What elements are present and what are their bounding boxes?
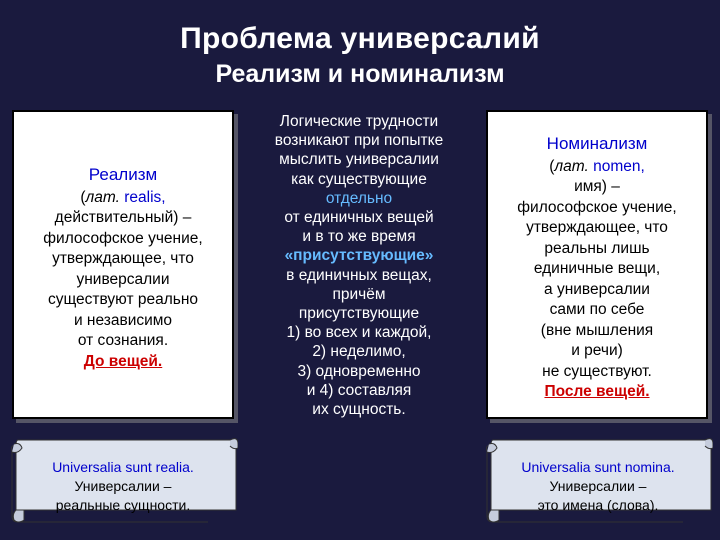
- center-line: от единичных вещей: [284, 209, 434, 227]
- nominalism-line: а универсалии: [544, 280, 650, 298]
- scroll-left-text: [26, 458, 220, 515]
- realism-line: универсалии: [76, 270, 170, 288]
- center-line: 2) неделимо,: [312, 343, 406, 361]
- nominalism-text: [488, 134, 706, 403]
- center-text: [232, 112, 486, 419]
- realism-heading: Реализм: [88, 165, 158, 184]
- nominalism-line: утверждающее, что: [526, 219, 668, 236]
- center-line: возникают при попытке: [274, 132, 444, 150]
- scroll-right-line: это имена (слова).: [537, 497, 659, 513]
- realism-slogan: До вещей.: [83, 352, 163, 370]
- scroll-right-latin: Universalia sunt nomina.: [521, 459, 675, 475]
- slide-title: Проблема универсалий: [180, 22, 540, 55]
- nominalism-slogan: После вещей.: [544, 383, 650, 400]
- center-line: присутствующие: [298, 305, 420, 323]
- scroll-left-latin: Universalia sunt realia.: [52, 459, 194, 475]
- nominalism-line: имя) –: [574, 178, 620, 195]
- nominalism-line: сами по себе: [549, 301, 645, 318]
- realism-lat-open: (: [80, 188, 86, 206]
- scroll-right-text: [501, 458, 695, 515]
- nominalism-line: единичные вещи,: [533, 260, 661, 277]
- realism-lat-word: realis,: [119, 188, 166, 206]
- realism-line: от сознания.: [77, 332, 169, 349]
- realism-lat-abbr: лат.: [85, 188, 120, 206]
- nominalism-box: [486, 110, 708, 419]
- center-line: как существующие: [291, 170, 427, 188]
- center-line: их сущность.: [312, 401, 406, 419]
- realism-line: философское учение,: [43, 229, 203, 247]
- center-line: мыслить универсалии: [279, 151, 439, 169]
- center-line: Логические трудности: [279, 113, 439, 130]
- center-line: и 4) составляя: [306, 381, 412, 399]
- realism-lat-line: [14, 188, 232, 209]
- realism-line: существуют реально: [47, 291, 199, 308]
- center-line: 3) одновременно: [297, 362, 421, 380]
- center-accent-separately: отдельно: [325, 189, 393, 207]
- scroll-left-line: реальные сущности.: [55, 497, 191, 513]
- slide-subtitle: Реализм и номинализм: [215, 60, 505, 88]
- scroll-right-line: Универсалии –: [549, 478, 647, 494]
- center-line: и в то же время: [302, 228, 416, 246]
- nominalism-line: не существуют.: [542, 362, 652, 380]
- nominalism-lat-open: (: [549, 157, 555, 175]
- scroll-left: [8, 432, 238, 524]
- nominalism-heading: Номинализм: [546, 134, 648, 153]
- center-line: причём: [332, 285, 386, 303]
- scroll-right: [483, 432, 713, 524]
- realism-line: и независимо: [73, 311, 173, 329]
- realism-box: [12, 110, 234, 419]
- nominalism-lat-line: [488, 157, 706, 178]
- nominalism-line: и речи): [571, 342, 623, 359]
- center-line: в единичных вещах,: [286, 266, 432, 284]
- scroll-left-line: Универсалии –: [74, 478, 172, 494]
- nominalism-line: (вне мышления: [540, 321, 654, 339]
- realism-line: утверждающее, что: [52, 250, 194, 267]
- center-line: 1) во всех и каждой,: [286, 324, 432, 342]
- realism-text: [14, 165, 232, 372]
- nominalism-line: реальны лишь: [544, 239, 650, 257]
- center-accent-present: «присутствующие»: [284, 247, 434, 265]
- realism-line: действительный) –: [54, 209, 192, 226]
- nominalism-lat-abbr: лат.: [554, 157, 589, 175]
- nominalism-line: философское учение,: [517, 198, 677, 216]
- nominalism-lat-word: nomen,: [588, 157, 645, 175]
